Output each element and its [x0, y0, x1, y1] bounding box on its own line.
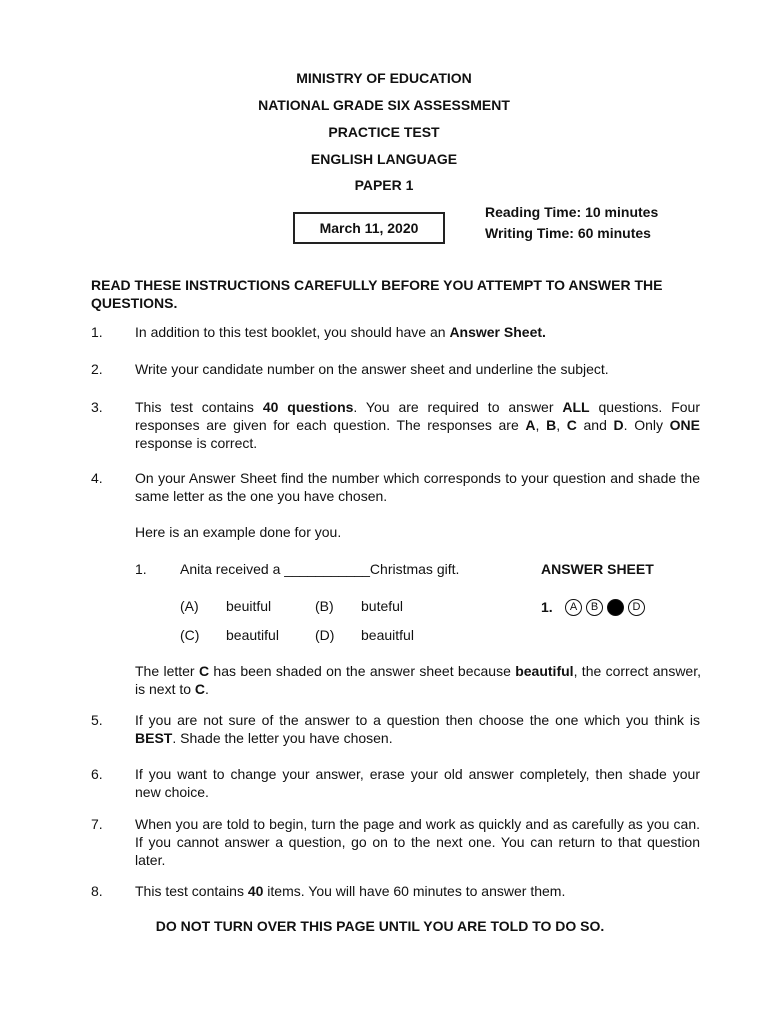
test-type: PRACTICE TEST [328, 124, 440, 140]
item-text: Write your candidate number on the answer sheet and underline the subject. [135, 361, 609, 377]
option-letter-a: (A) [180, 598, 199, 614]
bubble-c-shaded [607, 599, 624, 616]
time-allowance [485, 202, 658, 244]
bubble-a: A [565, 599, 582, 616]
writing-time: Writing Time: 60 minutes [485, 225, 651, 241]
option-text-a: beuitful [226, 598, 272, 614]
example-question-text: Anita received a ___________Christmas gift. [180, 561, 460, 577]
item-number: 3. [91, 399, 103, 415]
example-explanation: The letter C has been shaded on the answer sheet because beautiful, the correct answer, is next to C. [135, 663, 701, 697]
example-intro: Here is an example done for you. [135, 524, 342, 540]
option-text-d: beauitful [361, 627, 414, 643]
item-text: In addition to this test booklet, you should have an Answer Sheet. [135, 324, 546, 340]
item-number: 1. [91, 324, 103, 340]
item-number: 6. [91, 766, 103, 782]
subject-title: ENGLISH LANGUAGE [310, 151, 458, 167]
item-text: On your Answer Sheet find the number which corresponds to your question and shade the same letter as the one you have chosen. [135, 470, 700, 504]
reading-time: Reading Time: 10 minutes [485, 204, 659, 220]
option-text-b: buteful [361, 598, 404, 614]
answer-sheet-question-number: 1. [541, 599, 553, 615]
option-letter-c: (C) [180, 627, 200, 643]
answer-sheet-label: ANSWER SHEET [541, 561, 654, 577]
item-text: If you want to change your answer, erase your old answer completely, then shade your new choice. [135, 766, 700, 800]
answer-sheet-row [541, 597, 649, 617]
bubble-b: B [586, 599, 603, 616]
option-letter-d: (D) [315, 627, 335, 643]
example-question-number: 1. [135, 561, 147, 577]
item-number: 8. [91, 883, 103, 899]
assessment-title: NATIONAL GRADE SIX ASSESSMENT [258, 97, 510, 113]
item-number: 2. [91, 361, 103, 377]
item-number: 4. [91, 470, 103, 486]
date-box: March 11, 2020 [293, 212, 445, 244]
instructions-heading: READ THESE INSTRUCTIONS CAREFULLY BEFORE YOU ATTEMPT TO ANSWER THE QUESTIONS. [91, 277, 663, 311]
option-letter-b: (B) [315, 598, 334, 614]
ministry-title: MINISTRY OF EDUCATION [296, 70, 472, 86]
paper-number: PAPER 1 [354, 177, 414, 193]
option-text-c: beautiful [226, 627, 279, 643]
item-text: If you are not sure of the answer to a question then choose the one which you think is BEST. Shade the letter you have chosen. [135, 712, 700, 746]
item-text: This test contains 40 questions. You are required to answer ALL questions. Four responses are given for each question. The responses are A, B, C and D. Only ONE response is correct. [135, 399, 700, 451]
item-text: This test contains 40 items. You will have 60 minutes to answer them. [135, 883, 566, 899]
final-notice: DO NOT TURN OVER THIS PAGE UNTIL YOU ARE TOLD TO DO SO. [155, 918, 605, 934]
item-number: 7. [91, 816, 103, 832]
bubble-d: D [628, 599, 645, 616]
item-number: 5. [91, 712, 103, 728]
item-text: When you are told to begin, turn the page and work as quickly and as carefully as you can. If you cannot answer a question, go on to the next one. You can return to that question later. [135, 816, 700, 868]
